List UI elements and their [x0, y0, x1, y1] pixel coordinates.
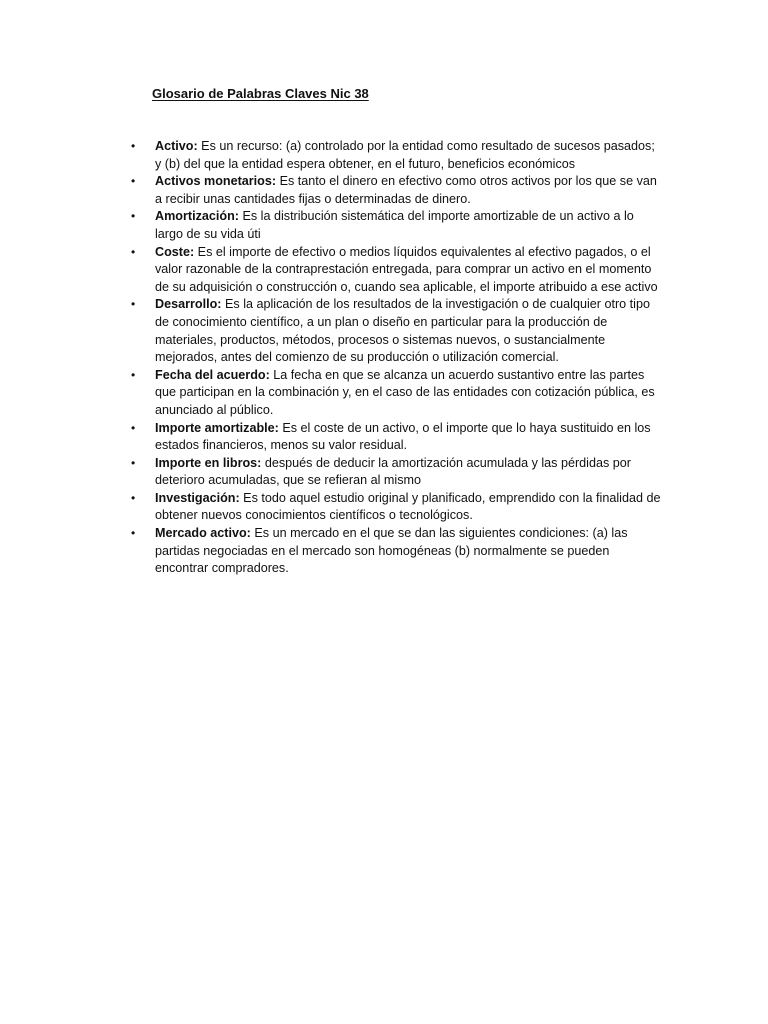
glossary-list [0, 138, 768, 578]
bullet-icon: • [131, 490, 136, 505]
glossary-entry-activo [0, 138, 661, 173]
glossary-entry-amortizacion [0, 208, 661, 243]
glossary-definition: Es todo aquel estudio original y planificado, emprendido con la finalidad de obtener nuevos conocimientos científicos o tecnológicos. [155, 490, 661, 523]
glossary-definition: Es la aplicación de los resultados de la investigación o de cualquier otro tipo de conocimiento científico, a un plan o diseño en particular para la producción de materiales, productos, métodos, procesos o sistemas nuevos, o sustancialmente mejorados, antes del comienzo de su producción o utilización comercial. [155, 297, 650, 365]
glossary-entry-coste [0, 244, 661, 297]
glossary-entry-mercado-activo [0, 525, 661, 578]
glossary-term: Fecha del acuerdo: [155, 367, 270, 382]
glossary-term: Investigación: [155, 490, 240, 505]
glossary-term: Importe en libros: [155, 455, 262, 470]
glossary-definition: Es un recurso: (a) controlado por la entidad como resultado de sucesos pasados; y (b) del que la entidad espera obtener, en el futuro, beneficios económicos [155, 139, 655, 171]
glossary-entry-importe-en-libros [0, 455, 661, 490]
glossary-term: Amortización: [155, 209, 239, 224]
bullet-icon: • [131, 420, 136, 435]
glossary-definition: La fecha en que se alcanza un acuerdo sustantivo entre las partes que participan en la combinación y, en el caso de las entidades con cotización pública, es anunciado al público. [155, 367, 655, 417]
bullet-icon: • [131, 526, 136, 541]
glossary-term: Activo: [155, 139, 198, 153]
glossary-definition: después de deducir la amortización acumulada y las pérdidas por deterioro acumuladas, que se refieran al mismo [155, 455, 631, 488]
glossary-definition: Es un mercado en el que se dan las siguientes condiciones: (a) las partidas negociadas en el mercado son homogéneas (b) normalmente se pueden encontrar compradores. [155, 526, 628, 576]
glossary-definition: Es la distribución sistemática del importe amortizable de un activo a lo largo de su vida úti [155, 209, 634, 241]
bullet-icon: • [131, 367, 136, 382]
bullet-icon: • [131, 174, 136, 189]
glossary-definition: Es el importe de efectivo o medios líquidos equivalentes al efectivo pagados, o el valor razonable de la contraprestación entregada, para comprar un activo en el momento de su adquisición o construcción o, cuando sea aplicable, el importe atribuido a ese activo [155, 244, 658, 294]
bullet-icon: • [131, 455, 136, 470]
bullet-icon: • [131, 139, 136, 153]
glossary-entry-importe-amortizable [0, 420, 661, 455]
glossary-term: Mercado activo: [155, 526, 251, 541]
glossary-definition: Es el coste de un activo, o el importe que lo haya sustituido en los estados financieros, menos su valor residual. [155, 420, 651, 453]
glossary-term: Activos monetarios: [155, 174, 277, 189]
bullet-icon: • [131, 209, 136, 224]
glossary-entry-fecha-del-acuerdo [0, 367, 661, 420]
glossary-definition: Es tanto el dinero en efectivo como otros activos por los que se van a recibir unas cantidades fijas o determinadas de dinero. [155, 174, 657, 206]
glossary-entry-activos-monetarios [0, 173, 661, 208]
glossary-term: Desarrollo: [155, 297, 222, 312]
page-title: Glosario de Palabras Claves Nic 38 [152, 86, 369, 101]
glossary-term: Importe amortizable: [155, 420, 279, 435]
bullet-icon: • [131, 244, 136, 259]
glossary-entry-investigacion [0, 490, 661, 525]
glossary-term: Coste: [155, 244, 195, 259]
glossary-entry-desarrollo [0, 296, 661, 366]
bullet-icon: • [131, 297, 136, 312]
